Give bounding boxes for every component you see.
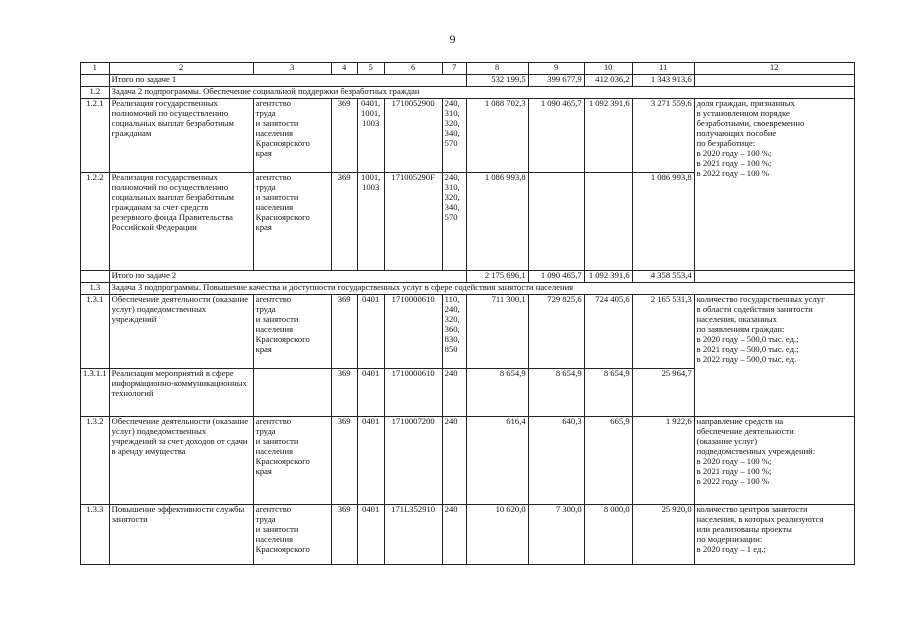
amount-cell: 2 175 696,1 <box>466 271 528 283</box>
table-row <box>81 99 855 173</box>
measure-name: Реализация мероприятий в сфере информационно-коммуникационных технологий <box>109 369 253 417</box>
amount-cell: 1 086 993,8 <box>632 173 694 271</box>
header-cell: 12 <box>694 63 854 75</box>
total-label: Итого по задаче 1 <box>109 75 466 87</box>
amount-cell: 532 199,5 <box>466 75 528 87</box>
expected-result: направление средств на обеспечение деятельности (оказание услуг) подведомственных учреждений: в 2020 году – 100 %; в 2021 году – 100 %; в 2022 году – 100 % <box>694 417 854 505</box>
row-number: 1.2.1 <box>81 99 110 173</box>
expected-result: доля граждан, признанных в установленном порядке безработными, своевременно получающих пособие по безработице: в 2020 году – 100 %; в 2021 году – 100 %; в 2022 году – 100 % <box>694 99 854 271</box>
header-cell: 1 <box>81 63 110 75</box>
section-code: 0401 <box>357 369 384 417</box>
amount-cell: 412 036,2 <box>584 75 632 87</box>
header-cell: 3 <box>253 63 331 75</box>
target-code: 171L352910 <box>384 505 442 565</box>
row-number: 1.3.1 <box>81 295 110 369</box>
target-code: 1710000610 <box>384 295 442 369</box>
amount-cell: 665,9 <box>584 417 632 505</box>
amount-cell: 1 090 465,7 <box>528 99 584 173</box>
target-code: 1710000610 <box>384 369 442 417</box>
expense-code: 110, 240, 320, 360, 830, 850 <box>442 295 466 369</box>
total-row <box>81 271 855 283</box>
executor: агентство труда и занятости населения Красноярского края <box>253 417 331 505</box>
section-code: 0401 <box>357 417 384 505</box>
amount-cell: 640,3 <box>528 417 584 505</box>
measure-name: Повышение эффективности службы занятости <box>109 505 253 565</box>
measure-name: Реализация государственных полномочий по осуществлению социальных выплат безработным гражданам <box>109 99 253 173</box>
amount-cell: 1 086 993,8 <box>466 173 528 271</box>
executor: агентство труда и занятости населения Красноярского края <box>253 99 331 173</box>
target-code: 171005290F <box>384 173 442 271</box>
expense-code: 240 <box>442 369 466 417</box>
section-title: Задача 3 подпрограммы. Повышение качества и доступности государственных услуг в сфере содействия занятости населения <box>109 283 854 295</box>
measure-name: Реализация государственных полномочий по осуществлению социальных выплат безработным гражданам за счет средств резервного фонда Правительства Российской Федерации <box>109 173 253 271</box>
expected-result: количество государственных услуг в области содействия занятости населения, оказанных по заявлениям граждан: в 2020 году – 500,0 тыс. ед.; в 2021 году – 500,0 тыс. ед.; в 2022 году – 500,0 тыс. ед. <box>694 295 854 417</box>
header-cell: 4 <box>331 63 357 75</box>
amount-cell: 729 825,6 <box>528 295 584 369</box>
amount-cell <box>584 173 632 271</box>
amount-cell: 8 654,9 <box>466 369 528 417</box>
amount-cell: 8 000,0 <box>584 505 632 565</box>
expense-code: 240 <box>442 505 466 565</box>
section-code: 0401 <box>357 505 384 565</box>
section-row <box>81 87 855 99</box>
executor: агентство труда и занятости населения Красноярского <box>253 505 331 565</box>
header-cell: 8 <box>466 63 528 75</box>
amount-cell: 10 620,0 <box>466 505 528 565</box>
amount-cell: 1 922,6 <box>632 417 694 505</box>
amount-cell: 25 920,0 <box>632 505 694 565</box>
header-cell: 11 <box>632 63 694 75</box>
executor: агентство труда и занятости населения Красноярского края <box>253 295 331 369</box>
expense-code: 240, 310, 320, 340, 570 <box>442 173 466 271</box>
amount-cell <box>528 173 584 271</box>
header-cell: 6 <box>384 63 442 75</box>
ministry-code: 369 <box>331 417 357 505</box>
amount-cell: 4 358 553,4 <box>632 271 694 283</box>
measure-name: Обеспечение деятельности (оказание услуг) подведомственных учреждений за счет доходов от сдачи в аренду имущества <box>109 417 253 505</box>
row-number: 1.2 <box>81 87 110 99</box>
amount-cell: 7 300,0 <box>528 505 584 565</box>
program-table <box>80 62 855 565</box>
row-number: 1.2.2 <box>81 173 110 271</box>
amount-cell: 724 405,6 <box>584 295 632 369</box>
expense-code: 240 <box>442 417 466 505</box>
header-cell: 5 <box>357 63 384 75</box>
amount-cell: 1 343 913,6 <box>632 75 694 87</box>
section-title: Задача 2 подпрограммы. Обеспечение социальной поддержки безработных граждан <box>109 87 854 99</box>
ministry-code: 369 <box>331 99 357 173</box>
section-row <box>81 283 855 295</box>
header-cell: 9 <box>528 63 584 75</box>
table-row <box>81 295 855 369</box>
ministry-code: 369 <box>331 173 357 271</box>
header-row <box>81 63 855 75</box>
amount-cell: 8 654,9 <box>584 369 632 417</box>
section-code: 1001, 1003 <box>357 173 384 271</box>
header-cell: 7 <box>442 63 466 75</box>
amount-cell: 1 088 702,3 <box>466 99 528 173</box>
header-cell: 2 <box>109 63 253 75</box>
amount-cell: 8 654,9 <box>528 369 584 417</box>
amount-cell: 25 964,7 <box>632 369 694 417</box>
amount-cell: 2 165 531,3 <box>632 295 694 369</box>
amount-cell: 616,4 <box>466 417 528 505</box>
expense-code: 240, 310, 320, 340, 570 <box>442 99 466 173</box>
row-number: 1.3 <box>81 283 110 295</box>
amount-cell: 1 090 465,7 <box>528 271 584 283</box>
header-cell: 10 <box>584 63 632 75</box>
amount-cell: 399 677,9 <box>528 75 584 87</box>
ministry-code: 369 <box>331 295 357 369</box>
amount-cell: 1 092 391,6 <box>584 271 632 283</box>
table-row <box>81 505 855 565</box>
amount-cell: 1 092 391,6 <box>584 99 632 173</box>
target-code: 1710052900 <box>384 99 442 173</box>
row-number: 1.3.1.1 <box>81 369 110 417</box>
row-number: 1.3.3 <box>81 505 110 565</box>
section-code: 0401, 1001, 1003 <box>357 99 384 173</box>
ministry-code: 369 <box>331 505 357 565</box>
table-row <box>81 417 855 505</box>
target-code: 1710007200 <box>384 417 442 505</box>
section-code: 0401 <box>357 295 384 369</box>
measure-name: Обеспечение деятельности (оказание услуг) подведомственных учреждений <box>109 295 253 369</box>
page-number: 9 <box>449 32 456 46</box>
row-number: 1.3.2 <box>81 417 110 505</box>
ministry-code: 369 <box>331 369 357 417</box>
executor <box>253 369 331 417</box>
total-row <box>81 75 855 87</box>
executor: агентство труда и занятости населения Красноярского края <box>253 173 331 271</box>
amount-cell: 3 271 559,6 <box>632 99 694 173</box>
expected-result: количество центров занятости населения, в которых реализуются или реализованы проекты по модернизации: в 2020 году – 1 ед.; <box>694 505 854 565</box>
total-label: Итого по задаче 2 <box>109 271 466 283</box>
amount-cell: 711 300,1 <box>466 295 528 369</box>
